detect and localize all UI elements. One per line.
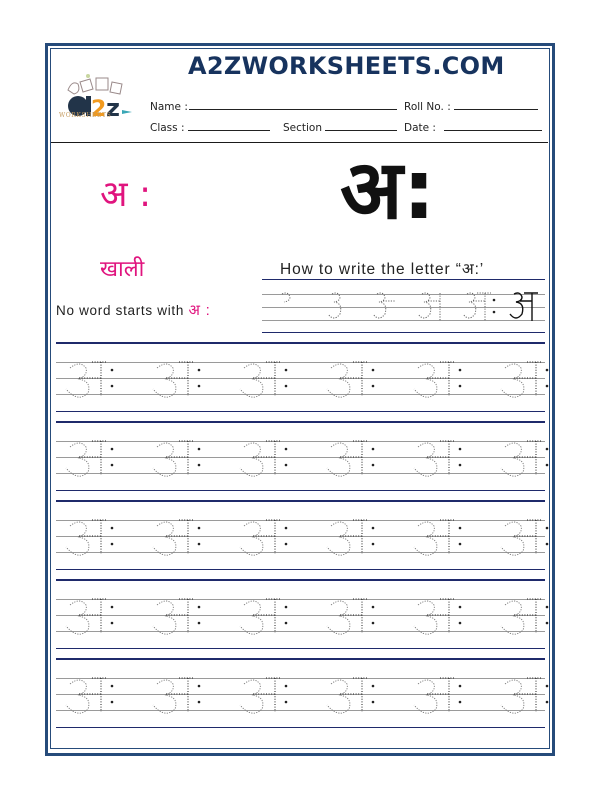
stroke-step-4 [418,293,440,321]
stroke-step-3 [373,293,395,318]
date-field[interactable] [404,120,542,134]
trace-glyph [236,674,306,714]
trace-glyph [236,358,306,398]
page-inner-border [50,48,550,749]
logo-subtext: WORKSHEETS [59,112,112,119]
trace-glyph [236,516,306,556]
section-field[interactable] [283,120,397,134]
trace-glyph [323,358,393,398]
class-input-line[interactable] [188,120,270,131]
trace-glyph [410,437,480,477]
stroke-guide-top [262,279,545,280]
trace-glyph [62,595,132,635]
practice-row-top-line [56,500,545,502]
header-divider [51,142,548,143]
practice-row-bottom-line [56,411,545,412]
svg-text:z: z [106,94,120,122]
practice-row-top-line [56,658,545,660]
trace-glyph [149,516,219,556]
trace-glyph [149,358,219,398]
trace-glyph [497,595,567,635]
trace-glyph [497,358,567,398]
section-label: Section [283,122,323,134]
practice-row-top-line [56,579,545,581]
trace-glyph [236,437,306,477]
name-label: Name : [150,101,188,113]
class-field[interactable] [150,120,270,134]
roll-label: Roll No. : [404,101,451,113]
trace-glyph [497,437,567,477]
stroke-step-6 [510,293,538,321]
trace-glyph [323,437,393,477]
stroke-step-1 [282,293,290,302]
letter-heading: अ : [100,174,152,215]
example-word: खाली [100,257,145,282]
trace-glyph [62,358,132,398]
stroke-step-5 [463,293,491,321]
no-word-note [56,300,210,320]
practice-row-bottom-line [56,569,545,570]
stroke-order-steps [262,288,547,328]
stroke-step-2 [328,293,341,318]
trace-glyph [323,516,393,556]
date-input-line[interactable] [444,120,542,131]
no-word-text: No word starts with [56,303,185,318]
section-input-line[interactable] [325,120,397,131]
no-word-letter: अ : [188,302,211,319]
roll-field[interactable] [404,99,538,113]
trace-glyph [62,674,132,714]
practice-row-bottom-line [56,727,545,728]
trace-glyph [323,595,393,635]
trace-glyph [149,437,219,477]
trace-glyph [62,516,132,556]
site-title: A2ZWORKSHEETS.COM [188,52,505,80]
trace-glyph [497,516,567,556]
trace-glyph [410,516,480,556]
trace-glyph [62,437,132,477]
trace-glyph [497,674,567,714]
stroke-guide-bottom [262,332,545,333]
trace-glyph [149,674,219,714]
practice-row-bottom-line [56,490,545,491]
svg-text:2: 2 [91,97,107,122]
practice-row-top-line [56,342,545,344]
trace-glyph [410,358,480,398]
name-field[interactable] [150,99,397,113]
trace-glyph [149,595,219,635]
class-label: Class : [150,122,185,134]
practice-row-top-line [56,421,545,423]
name-input-line[interactable] [189,99,397,110]
practice-row-bottom-line [56,648,545,649]
how-to-write-caption: How to write the letter “अ:’ [280,261,485,278]
trace-glyph [323,674,393,714]
letter-large: अ: [340,143,436,238]
trace-glyph [410,674,480,714]
roll-input-line[interactable] [454,99,538,110]
date-label: Date : [404,122,436,134]
trace-glyph [410,595,480,635]
trace-glyph [236,595,306,635]
